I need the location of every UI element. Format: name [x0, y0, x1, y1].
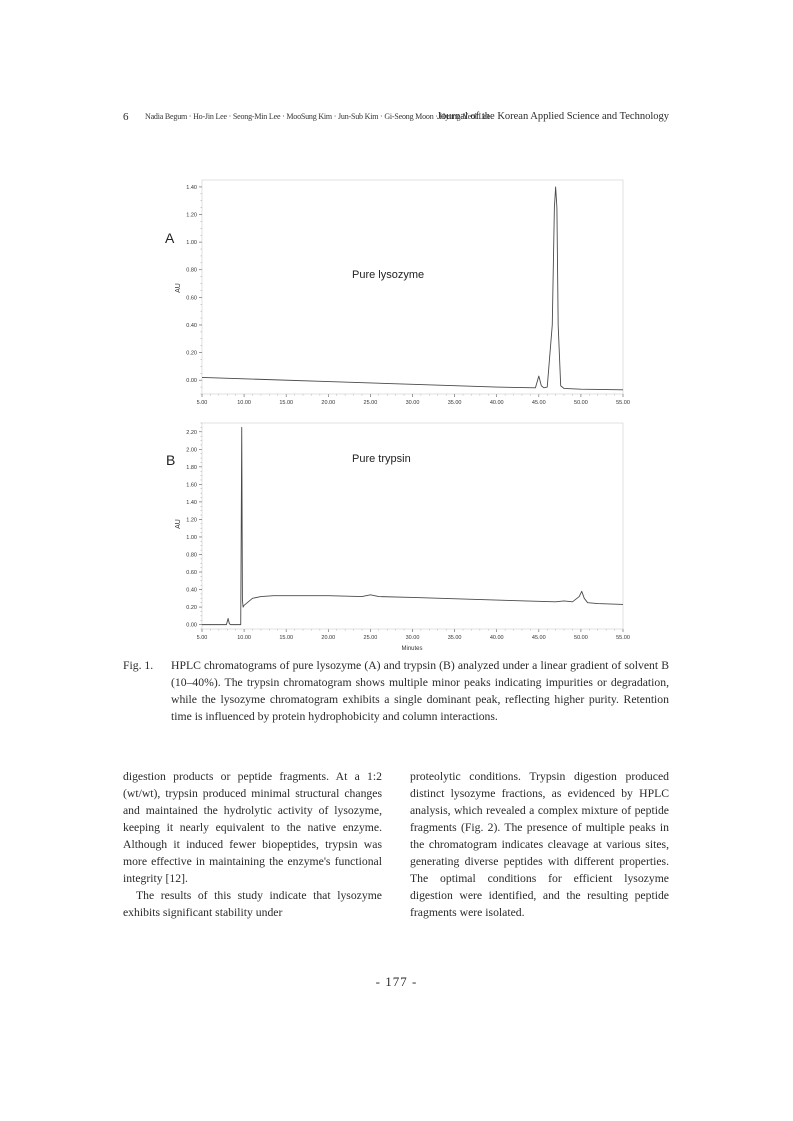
y-tick-label: 0.40: [186, 322, 197, 329]
y-tick-label: 0.20: [186, 350, 197, 357]
x-tick-label: 35.00: [447, 400, 462, 406]
panel-label-a: A: [165, 230, 175, 246]
header-page-number: 6: [123, 111, 129, 123]
x-tick-label: 55.00: [616, 400, 630, 406]
y-tick-label: 1.00: [186, 240, 197, 247]
plot-area-b: [202, 423, 623, 629]
x-tick-label: 30.00: [405, 635, 420, 641]
y-tick-label: 0.80: [186, 267, 197, 274]
y-tick-label: 2.20: [186, 429, 197, 436]
caption-text: HPLC chromatograms of pure lysozyme (A) and trypsin (B) analyzed under a linear gradient of solvent B (10–40%). The trypsin chromatogram shows multiple minor peaks indicating impurities or degradation, while the lysozyme chromatogram exhibits a single dominant peak, reflecting higher purity. Retention time is influenced by protein hydrophobicity and column interactions.: [171, 659, 669, 723]
x-axis-label-b: Minutes: [401, 646, 423, 652]
x-tick-label: 30.00: [405, 400, 420, 406]
y-axis-label-a: AU: [175, 283, 182, 293]
x-tick-label: 15.00: [279, 635, 294, 641]
y-tick-label: 0.40: [186, 587, 197, 594]
y-tick-label: 0.80: [186, 552, 197, 559]
annotation-b: Pure trypsin: [352, 453, 411, 465]
y-tick-label: 1.60: [186, 482, 197, 489]
y-tick-label: 0.20: [186, 605, 197, 612]
y-tick-label: 0.00: [186, 622, 197, 629]
x-tick-label: 5.00: [196, 635, 208, 641]
x-tick-label: 40.00: [489, 400, 504, 406]
y-tick-label: 0.60: [186, 295, 197, 302]
paragraph: digestion products or peptide fragments. At a 1:2 (wt/wt), trypsin produced minimal structural changes and maintained the hydrolytic activity of lysozyme, keeping it nearly equivalent to the native enzyme. Although it induced fewer biopeptides, trypsin was more effective in maintaining the enzyme's functional integrity [12].: [123, 770, 382, 885]
y-axis-label-b: AU: [175, 519, 182, 529]
chromatogram-a: [155, 175, 635, 415]
x-tick-label: 10.00: [237, 635, 251, 641]
panel-label-b: B: [166, 452, 176, 468]
y-tick-label: 1.40: [186, 184, 197, 191]
x-tick-label: 15.00: [279, 400, 294, 406]
x-tick-label: 45.00: [531, 400, 546, 406]
y-tick-label: 0.00: [186, 378, 197, 385]
y-tick-label: 1.20: [186, 517, 197, 524]
y-tick-label: 1.20: [186, 212, 197, 219]
chromatogram-b: [155, 418, 635, 658]
y-tick-label: 1.80: [186, 464, 197, 471]
page-number-footer: - 177 -: [375, 974, 418, 989]
y-tick-label: 0.60: [186, 570, 197, 577]
x-tick-label: 10.00: [237, 400, 251, 406]
x-tick-label: 45.00: [531, 635, 546, 641]
paragraph: The results of this study indicate that lysozyme exhibits significant stability under: [123, 889, 382, 919]
running-header: [123, 111, 669, 127]
body-column-right: [410, 768, 669, 921]
x-tick-label: 20.00: [321, 635, 336, 641]
figure-caption: [123, 657, 669, 725]
y-tick-label: 1.00: [186, 534, 197, 541]
body-column-left: [123, 768, 382, 921]
x-tick-label: 5.00: [196, 400, 208, 406]
x-tick-label: 50.00: [574, 635, 588, 641]
x-tick-label: 25.00: [363, 400, 378, 406]
y-tick-label: 2.00: [186, 447, 197, 454]
header-journal-title: Journal of the Korean Applied Science and Technology: [436, 111, 669, 122]
y-tick-label: 1.40: [186, 499, 197, 506]
caption-label: Fig. 1.: [123, 659, 154, 672]
x-tick-label: 55.00: [616, 635, 630, 641]
x-tick-label: 40.00: [489, 635, 504, 641]
x-tick-label: 50.00: [574, 400, 588, 406]
annotation-a: Pure lysozyme: [352, 269, 425, 281]
header-authors: Nadia Begum · Ho-Jin Lee · Seong-Min Lee · MooSung Kim · Jun-Sub Kim · Gi-Seong Moon · Hyung-Yeol Lee: [145, 112, 490, 121]
x-tick-label: 25.00: [363, 635, 378, 641]
x-tick-label: 35.00: [447, 635, 462, 641]
x-tick-label: 20.00: [321, 400, 336, 406]
paragraph: proteolytic conditions. Trypsin digestion produced distinct lysozyme fractions, as evidenced by HPLC analysis, which revealed a complex mixture of peptide fragments (Fig. 2). The presence of multiple peaks in the chromatogram indicates cleavage at various sites, generating diverse peptides with different properties. The optimal conditions for efficient lysozyme digestion were identified, and the resulting peptide fragments were isolated.: [410, 770, 669, 919]
